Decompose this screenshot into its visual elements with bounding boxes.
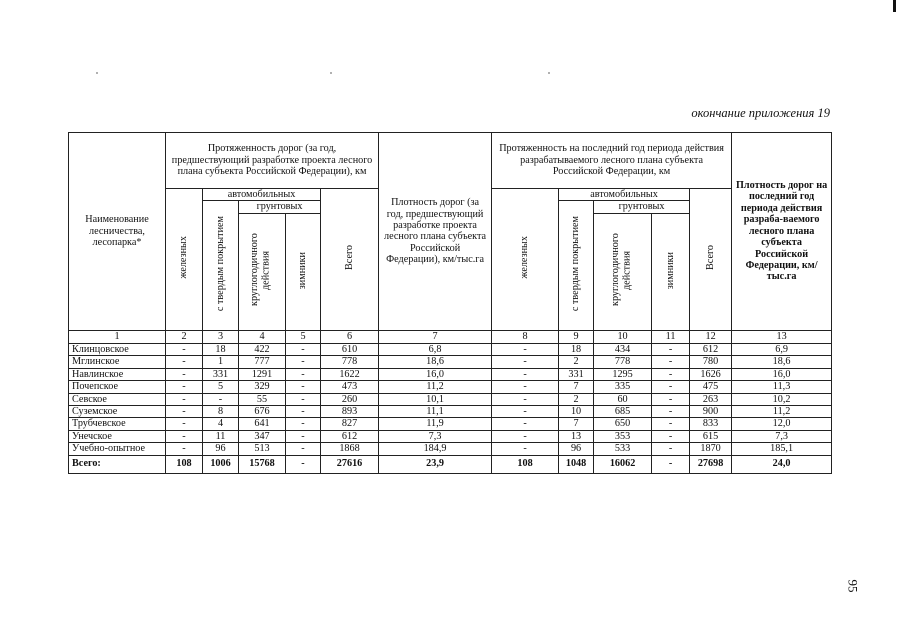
value-cell: - [286, 430, 321, 442]
value-cell: 475 [690, 381, 732, 393]
page-number: 95 [845, 579, 861, 593]
value-cell: 1622 [321, 368, 379, 380]
value-cell: - [652, 343, 690, 355]
value-cell: 778 [321, 356, 379, 368]
value-cell: 612 [321, 430, 379, 442]
value-cell: 8 [203, 405, 239, 417]
value-cell: 676 [239, 405, 286, 417]
roads-table [68, 132, 832, 474]
value-cell: 615 [690, 430, 732, 442]
value-cell: 612 [690, 343, 732, 355]
value-cell: 6,8 [379, 343, 492, 355]
appendix-caption: окончание приложения 19 [691, 106, 830, 120]
table-row [69, 405, 832, 417]
value-cell: - [652, 430, 690, 442]
value-cell: - [652, 368, 690, 380]
value-cell: 11,2 [379, 381, 492, 393]
value-cell: 2 [559, 393, 594, 405]
value-cell: 7,3 [379, 430, 492, 442]
value-cell: 331 [559, 368, 594, 380]
header-auto-prev: автомобильных [203, 189, 321, 201]
value-cell: - [166, 405, 203, 417]
value-cell: 1295 [594, 368, 652, 380]
value-cell: - [286, 405, 321, 417]
forestry-name-cell: Унечское [69, 430, 166, 442]
value-cell: 893 [321, 405, 379, 417]
forestry-name-cell: Почепское [69, 381, 166, 393]
value-cell: - [286, 418, 321, 430]
scan-dot [330, 72, 332, 74]
value-cell: - [492, 393, 559, 405]
value-cell: - [652, 381, 690, 393]
value-cell: - [166, 368, 203, 380]
forestry-name-cell: Клинцовское [69, 343, 166, 355]
value-cell: - [166, 443, 203, 455]
value-cell: 11,1 [379, 405, 492, 417]
table-row [69, 356, 832, 368]
value-cell: 55 [239, 393, 286, 405]
header-next-group: Протяженность на последний год периода действия разрабатываемого лесного плана субъекта Российской Федерации, км [492, 133, 732, 189]
table-row [69, 343, 832, 355]
header-hard-next: с твердым покрытием [559, 201, 594, 330]
value-cell: 335 [594, 381, 652, 393]
value-cell: 1626 [690, 368, 732, 380]
value-cell: 10,1 [379, 393, 492, 405]
column-number-row: 1 2 3 4 5 6 7 8 9 10 11 12 13 [69, 330, 832, 343]
value-cell: 1870 [690, 443, 732, 455]
value-cell: - [492, 405, 559, 417]
value-cell: - [652, 393, 690, 405]
value-cell: 18,6 [732, 356, 832, 368]
table-row [69, 430, 832, 442]
value-cell: 16,0 [732, 368, 832, 380]
header-prev-group: Протяженность дорог (за год, предшествующий разработке проекта лесного плана субъекта Российской Федерации), км [166, 133, 379, 189]
header-rail-next: железных [492, 189, 559, 331]
scan-dot [96, 72, 98, 74]
value-cell: 263 [690, 393, 732, 405]
value-cell: 11,9 [379, 418, 492, 430]
value-cell: 650 [594, 418, 652, 430]
value-cell: 422 [239, 343, 286, 355]
header-density-next: Плотность дорог на последний год периода действия разраба-ваемого лесного плана субъекта Российской Федерации, км/тыс.га [732, 133, 832, 331]
value-cell: 7 [559, 381, 594, 393]
value-cell: 610 [321, 343, 379, 355]
value-cell: - [286, 393, 321, 405]
value-cell: 833 [690, 418, 732, 430]
table-row [69, 443, 832, 455]
forestry-name-cell: Трубчевское [69, 418, 166, 430]
value-cell: 10,2 [732, 393, 832, 405]
value-cell: - [652, 418, 690, 430]
value-cell: 18 [203, 343, 239, 355]
value-cell: - [203, 393, 239, 405]
value-cell: 18,6 [379, 356, 492, 368]
forestry-name-cell: Суземское [69, 405, 166, 417]
value-cell: - [166, 418, 203, 430]
value-cell: 329 [239, 381, 286, 393]
header-allyear-prev: круглогодичного действия [239, 213, 286, 330]
value-cell: - [652, 356, 690, 368]
header-total-next: Всего [690, 189, 732, 331]
forestry-name-cell: Учебно-опытное [69, 443, 166, 455]
header-name: Наименование лесничества, лесопарка* [69, 133, 166, 331]
header-rail-prev: железных [166, 189, 203, 331]
value-cell: 685 [594, 405, 652, 417]
table-row [69, 381, 832, 393]
value-cell: - [492, 443, 559, 455]
value-cell: 185,1 [732, 443, 832, 455]
value-cell: 780 [690, 356, 732, 368]
value-cell: 473 [321, 381, 379, 393]
header-dirt-prev: грунтовых [239, 201, 321, 213]
value-cell: 1291 [239, 368, 286, 380]
value-cell: - [652, 405, 690, 417]
header-dirt-next: грунтовых [594, 201, 690, 213]
value-cell: 4 [203, 418, 239, 430]
value-cell: 96 [203, 443, 239, 455]
value-cell: 260 [321, 393, 379, 405]
table-row [69, 368, 832, 380]
value-cell: 96 [559, 443, 594, 455]
value-cell: 16,0 [379, 368, 492, 380]
value-cell: 778 [594, 356, 652, 368]
value-cell: - [286, 368, 321, 380]
value-cell: 184,9 [379, 443, 492, 455]
value-cell: 10 [559, 405, 594, 417]
value-cell: 7,3 [732, 430, 832, 442]
value-cell: - [286, 381, 321, 393]
top-edge-mark [893, 0, 896, 12]
value-cell: 434 [594, 343, 652, 355]
value-cell: 827 [321, 418, 379, 430]
value-cell: 11 [203, 430, 239, 442]
value-cell: 331 [203, 368, 239, 380]
value-cell: 6,9 [732, 343, 832, 355]
forestry-name-cell: Навлинское [69, 368, 166, 380]
value-cell: 513 [239, 443, 286, 455]
value-cell: 533 [594, 443, 652, 455]
value-cell: - [492, 381, 559, 393]
value-cell: 2 [559, 356, 594, 368]
header-winter-prev: зимники [286, 213, 321, 330]
value-cell: - [166, 343, 203, 355]
value-cell: 5 [203, 381, 239, 393]
value-cell: - [492, 368, 559, 380]
data-rows [69, 343, 832, 455]
value-cell: - [166, 393, 203, 405]
value-cell: - [492, 430, 559, 442]
value-cell: 347 [239, 430, 286, 442]
table-row [69, 393, 832, 405]
value-cell: 353 [594, 430, 652, 442]
table-row [69, 418, 832, 430]
value-cell: - [492, 343, 559, 355]
value-cell: - [492, 418, 559, 430]
value-cell: 777 [239, 356, 286, 368]
header-hard-prev: с твердым покрытием [203, 201, 239, 330]
value-cell: - [286, 343, 321, 355]
scan-dot [548, 72, 550, 74]
header-allyear-next: круглогодичного действия [594, 213, 652, 330]
value-cell: 641 [239, 418, 286, 430]
value-cell: - [286, 443, 321, 455]
value-cell: 900 [690, 405, 732, 417]
value-cell: 11,2 [732, 405, 832, 417]
value-cell: 60 [594, 393, 652, 405]
forestry-name-cell: Мглинское [69, 356, 166, 368]
value-cell: 1868 [321, 443, 379, 455]
value-cell: - [492, 356, 559, 368]
value-cell: - [286, 356, 321, 368]
value-cell: 18 [559, 343, 594, 355]
header-total-prev: Всего [321, 189, 379, 331]
value-cell: - [166, 381, 203, 393]
value-cell: 1 [203, 356, 239, 368]
header-winter-next: зимники [652, 213, 690, 330]
value-cell: - [166, 430, 203, 442]
value-cell: 12,0 [732, 418, 832, 430]
value-cell: 13 [559, 430, 594, 442]
total-row: Всего: 108 1006 15768 - 27616 23,9 108 1048 16062 - 27698 24,0 [69, 455, 832, 473]
forestry-name-cell: Севское [69, 393, 166, 405]
value-cell: 7 [559, 418, 594, 430]
header-auto-next: автомобильных [559, 189, 690, 201]
value-cell: 11,3 [732, 381, 832, 393]
header-density-prev: Плотность дорог (за год, предшествующий разработке проекта лесного плана субъекта Российской Федерации), км/тыс.га [379, 133, 492, 331]
value-cell: - [652, 443, 690, 455]
value-cell: - [166, 356, 203, 368]
